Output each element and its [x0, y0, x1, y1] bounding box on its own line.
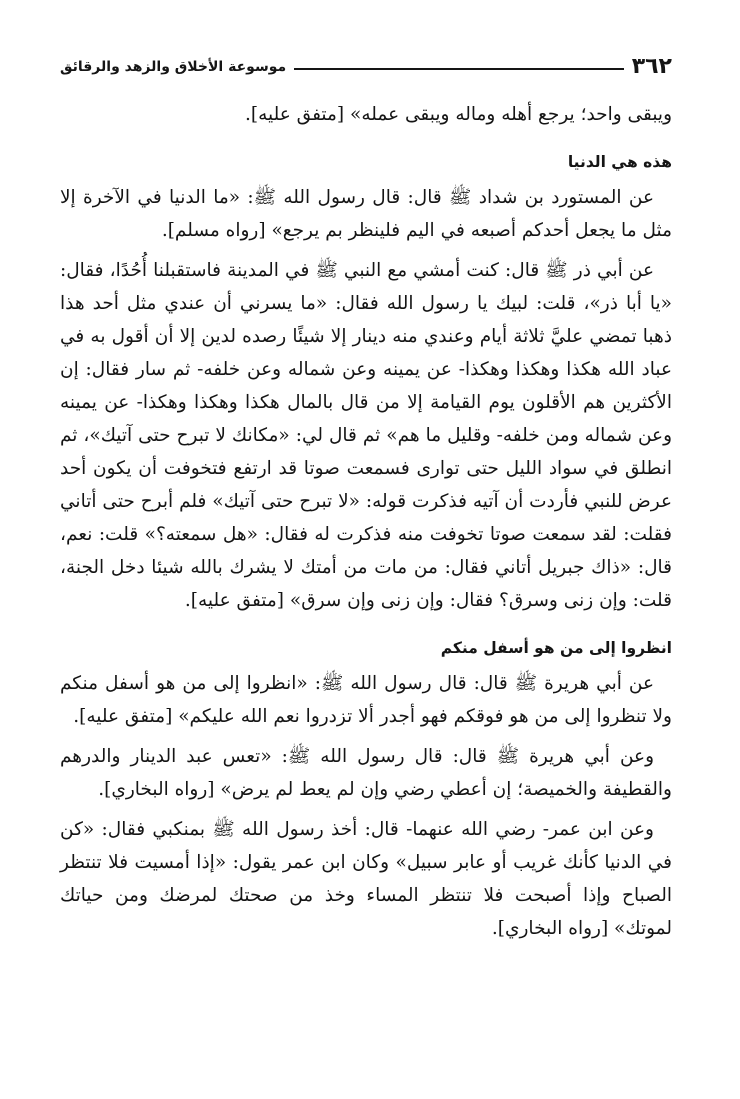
- hadith-abu-hurayrah-look: عن أبي هريرة ﷺ قال: قال رسول الله ﷺ: «انظروا إلى من هو أسفل منكم ولا تنظروا إلى من هو فوقكم فهو أجدر ألا تزدروا نعم الله عليكم» [متفق عليه].: [60, 673, 672, 727]
- hadith-ibn-umar: وعن ابن عمر- رضي الله عنهما- قال: أخذ رسول الله ﷺ بمنكبي فقال: «كن في الدنيا كأنك غريب أو عابر سبيل» وكان ابن عمر يقول: «إذا أمسيت فلا تنتظر الصباح وإذا أصبحت فلا تنتظر المساء وخذ من صحتك لمرضك ومن حياتك لموتك» [رواه البخاري].: [60, 819, 672, 939]
- header-rule: [294, 68, 624, 70]
- section-heading-this-is-the-world: هذه هي الدنيا: [567, 153, 672, 171]
- hadith-mustawrid: عن المستورد بن شداد ﷺ قال: قال رسول الله ﷺ: «ما الدنيا في الآخرة إلا مثل ما يجعل أحدكم أصبعه في اليم فلينظر بم يرجع» [رواه مسلم].: [60, 187, 672, 241]
- book-title: موسوعة الأخلاق والزهد والرقائق: [60, 59, 287, 75]
- section-heading-look-below: انظروا إلى من هو أسفل منكم: [440, 639, 672, 657]
- book-page: [60, 52, 672, 952]
- running-header: [60, 52, 672, 82]
- paragraph-continued: ويبقى واحد؛ يرجع أهله وماله ويبقى عمله» [متفق عليه].: [245, 104, 672, 125]
- hadith-abu-hurayrah-dinar: وعن أبي هريرة ﷺ قال: قال رسول الله ﷺ: «تعس عبد الدينار والدرهم والقطيفة والخميصة؛ إن أعطي رضي وإن لم يعط لم يرض» [رواه البخاري].: [60, 746, 672, 800]
- hadith-abu-dharr: عن أبي ذر ﷺ قال: كنت أمشي مع النبي ﷺ في المدينة فاستقبلنا أُحُدًا، فقال: «يا أبا ذر»، قلت: لبيك يا رسول الله فقال: «ما يسرني أن عندي مثل أحد هذا ذهبا تمضي عليَّ ثلاثة أيام وعندي منه دينار إلا شيئًا رصده لدين إلا أن أقول به في عباد الله هكذا وهكذا وهكذا- عن يمينه وعن شماله وعن خلفه- ثم سار فقال: إن الأكثرين هم الأقلون يوم القيامة إلا من قال بالمال هكذا وهكذا وهكذا- عن يمينه وعن شماله ومن خلفه- وقليل ما هم» ثم قال لي: «مكانك لا تبرح حتى آتيك»، ثم انطلق في سواد الليل حتى توارى فسمعت صوتا قد ارتفع فتخوفت أن يكون أحد عرض للنبي فأردت أن آتيه فذكرت قوله: «لا تبرح حتى آتيك» فلم أبرح حتى أتاني فقلت: لقد سمعت صوتا تخوفت منه فذكرت له فقال: «هل سمعته؟» قلت: نعم، قال: «ذاك جبريل أتاني فقال: من مات من أمتك لا يشرك بالله شيئا دخل الجنة، قلت: وإن زنى وسرق؟ فقال: وإن زنى وإن سرق» [متفق عليه].: [60, 260, 672, 611]
- page-number: ٣٦٢: [631, 54, 672, 79]
